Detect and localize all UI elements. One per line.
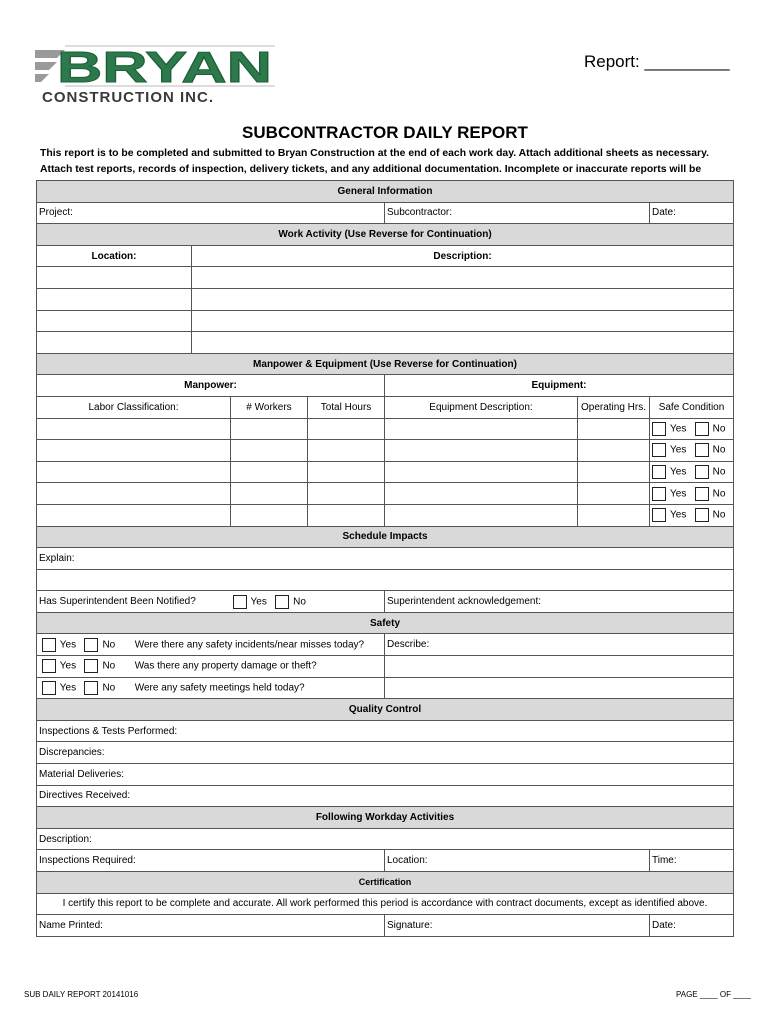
no-label: No — [712, 466, 726, 478]
signature-field[interactable]: Signature: — [385, 915, 650, 937]
work-row — [37, 288, 734, 310]
no-label: No — [102, 682, 116, 694]
labor-cell[interactable] — [37, 504, 231, 526]
notified-no-checkbox[interactable] — [275, 595, 289, 609]
workers-cell[interactable] — [231, 504, 308, 526]
footer-page-number: PAGE ____ OF ____ — [676, 990, 752, 999]
report-number-field[interactable]: Report: _________ — [584, 52, 730, 71]
equipment-cell[interactable] — [385, 440, 578, 462]
safety-question-1: Were there any safety incidents/near misses today? — [134, 639, 365, 651]
yes-label: Yes — [670, 466, 687, 478]
safe-condition-cell — [650, 461, 734, 483]
no-label: No — [102, 639, 116, 651]
manpower-row — [37, 483, 734, 505]
equipment-cell[interactable] — [385, 483, 578, 505]
safe-condition-cell — [650, 440, 734, 462]
op-hrs-cell[interactable] — [578, 504, 650, 526]
description-cell[interactable] — [192, 332, 734, 354]
report-form — [36, 180, 734, 937]
manpower-equipment-header: Manpower & Equipment (Use Reverse for Continuation) — [37, 353, 734, 375]
schedule-impacts-header: Schedule Impacts — [37, 526, 734, 548]
hours-cell[interactable] — [308, 504, 385, 526]
safe-condition-header: Safe Condition — [650, 396, 734, 418]
safe-condition-cell — [650, 504, 734, 526]
equipment-label: Equipment: — [385, 375, 734, 397]
page-title: SUBCONTRACTOR DAILY REPORT — [242, 123, 528, 142]
op-hrs-cell[interactable] — [578, 440, 650, 462]
certification-date-field[interactable]: Date: — [650, 915, 734, 937]
manpower-label: Manpower: — [37, 375, 385, 397]
safe-no-checkbox[interactable] — [695, 422, 709, 436]
explain-field[interactable]: Explain: — [37, 548, 734, 570]
certification-text: I certify this report to be complete and accurate. All work performed this period is accordance with contract documents, except as identified above. — [37, 893, 734, 915]
no-label: No — [102, 661, 116, 672]
location-column-header: Location: — [37, 245, 192, 267]
work-row — [37, 332, 734, 354]
workers-cell[interactable] — [231, 418, 308, 440]
safe-no-checkbox[interactable] — [695, 443, 709, 457]
hours-cell[interactable] — [308, 461, 385, 483]
no-label: No — [712, 445, 726, 457]
op-hrs-cell[interactable] — [578, 461, 650, 483]
total-hours-header: Total Hours — [308, 396, 385, 418]
safety-question-row — [37, 656, 385, 678]
location-cell[interactable] — [37, 288, 192, 310]
equipment-cell[interactable] — [385, 461, 578, 483]
hours-cell[interactable] — [308, 418, 385, 440]
manpower-row — [37, 504, 734, 526]
workers-header: # Workers — [231, 396, 308, 418]
safe-no-checkbox[interactable] — [695, 508, 709, 522]
workers-cell[interactable] — [231, 461, 308, 483]
work-row — [37, 267, 734, 289]
no-label: No — [712, 488, 726, 500]
safe-no-checkbox[interactable] — [695, 487, 709, 501]
notified-options — [231, 591, 385, 613]
safe-condition-cell — [650, 483, 734, 505]
no-label: No — [293, 596, 306, 608]
description-cell[interactable] — [192, 310, 734, 332]
labor-cell[interactable] — [37, 483, 231, 505]
logo-word: BRYAN — [57, 43, 272, 92]
safe-condition-cell — [650, 418, 734, 440]
time-field[interactable]: Time: — [650, 850, 734, 872]
manpower-row — [37, 461, 734, 483]
equipment-cell[interactable] — [385, 418, 578, 440]
date-field[interactable]: Date: — [650, 202, 734, 224]
discrepancies-field[interactable]: Discrepancies: — [37, 742, 734, 764]
op-hrs-cell[interactable] — [578, 483, 650, 505]
following-workday-header: Following Workday Activities — [37, 807, 734, 829]
safe-yes-checkbox[interactable] — [652, 422, 666, 436]
subcontractor-field[interactable]: Subcontractor: — [385, 202, 650, 224]
superintendent-notified-label: Has Superintendent Been Notified? — [37, 591, 231, 613]
directives-field[interactable]: Directives Received: — [37, 785, 734, 807]
labor-cell[interactable] — [37, 440, 231, 462]
bryan-logo — [35, 42, 275, 94]
safe-no-checkbox[interactable] — [695, 465, 709, 479]
yes-label: Yes — [59, 682, 77, 694]
safety-question-row — [37, 634, 385, 656]
safe-yes-checkbox[interactable] — [652, 465, 666, 479]
yes-label: Yes — [670, 423, 687, 435]
yes-label: Yes — [670, 509, 687, 521]
workers-cell[interactable] — [231, 440, 308, 462]
equipment-description-header: Equipment Description: — [385, 396, 578, 418]
q2-no-checkbox[interactable] — [84, 659, 98, 673]
yes-label: Yes — [670, 488, 687, 500]
q1-yes-checkbox[interactable] — [42, 638, 56, 652]
intro-text: This report is to be completed and submitted to Bryan Construction at the end of each work day. Attach additional sheets as necessary. Attach test reports, records of inspection, delivery tickets, and any additional documentation. Incomplete or inaccurate reports will be — [40, 148, 709, 175]
following-description-field[interactable]: Description: — [37, 828, 734, 850]
yes-label: Yes — [59, 661, 77, 672]
name-printed-field[interactable]: Name Printed: — [37, 915, 385, 937]
explain-continuation[interactable] — [37, 569, 734, 591]
notified-yes-checkbox[interactable] — [233, 595, 247, 609]
quality-control-header: Quality Control — [37, 699, 734, 721]
equipment-cell[interactable] — [385, 504, 578, 526]
footer-form-id: SUB DAILY REPORT 20141016 — [24, 990, 139, 999]
certification-header: Certification — [37, 872, 734, 894]
workers-cell[interactable] — [231, 483, 308, 505]
q3-yes-checkbox[interactable] — [42, 681, 56, 695]
logo-subtitle: CONSTRUCTION INC. — [42, 89, 214, 106]
location-cell[interactable] — [37, 332, 192, 354]
q2-yes-checkbox[interactable] — [42, 659, 56, 673]
general-info-header: General Information — [37, 181, 734, 203]
material-deliveries-field[interactable]: Material Deliveries: — [37, 764, 734, 786]
describe-field[interactable]: Describe: — [385, 634, 734, 656]
hours-cell[interactable] — [308, 440, 385, 462]
labor-classification-header: Labor Classification: — [37, 396, 231, 418]
labor-cell[interactable] — [37, 418, 231, 440]
description-column-header: Description: — [192, 245, 734, 267]
safety-question-row — [37, 677, 385, 699]
labor-cell[interactable] — [37, 461, 231, 483]
location-cell[interactable] — [37, 310, 192, 332]
description-cell[interactable] — [192, 288, 734, 310]
superintendent-ack-field[interactable]: Superintendent acknowledgement: — [385, 591, 734, 613]
inspections-field[interactable]: Inspections & Tests Performed: — [37, 720, 734, 742]
safety-header: Safety — [37, 612, 734, 634]
manpower-row — [37, 418, 734, 440]
q3-no-checkbox[interactable] — [84, 681, 98, 695]
safety-question-3: Were any safety meetings held today? — [134, 682, 305, 694]
no-label: No — [712, 423, 726, 435]
inspections-required-field[interactable]: Inspections Required: — [37, 850, 385, 872]
describe-continuation[interactable] — [385, 677, 734, 699]
no-label: No — [712, 509, 726, 521]
yes-label: Yes — [59, 639, 77, 651]
work-row — [37, 310, 734, 332]
safe-yes-checkbox[interactable] — [652, 443, 666, 457]
safe-yes-checkbox[interactable] — [652, 487, 666, 501]
description-cell[interactable] — [192, 267, 734, 289]
manpower-row — [37, 440, 734, 462]
project-field[interactable]: Project: — [37, 202, 385, 224]
op-hrs-cell[interactable] — [578, 418, 650, 440]
operating-hours-header: Operating Hrs. — [578, 396, 650, 418]
yes-label: Yes — [670, 445, 687, 457]
yes-label: Yes — [250, 596, 267, 608]
hours-cell[interactable] — [308, 483, 385, 505]
safe-yes-checkbox[interactable] — [652, 508, 666, 522]
work-activity-header: Work Activity (Use Reverse for Continuation) — [37, 224, 734, 246]
safety-question-2: Was there any property damage or theft? — [134, 661, 317, 672]
following-location-field[interactable]: Location: — [385, 850, 650, 872]
describe-continuation[interactable] — [385, 656, 734, 678]
q1-no-checkbox[interactable] — [84, 638, 98, 652]
location-cell[interactable] — [37, 267, 192, 289]
